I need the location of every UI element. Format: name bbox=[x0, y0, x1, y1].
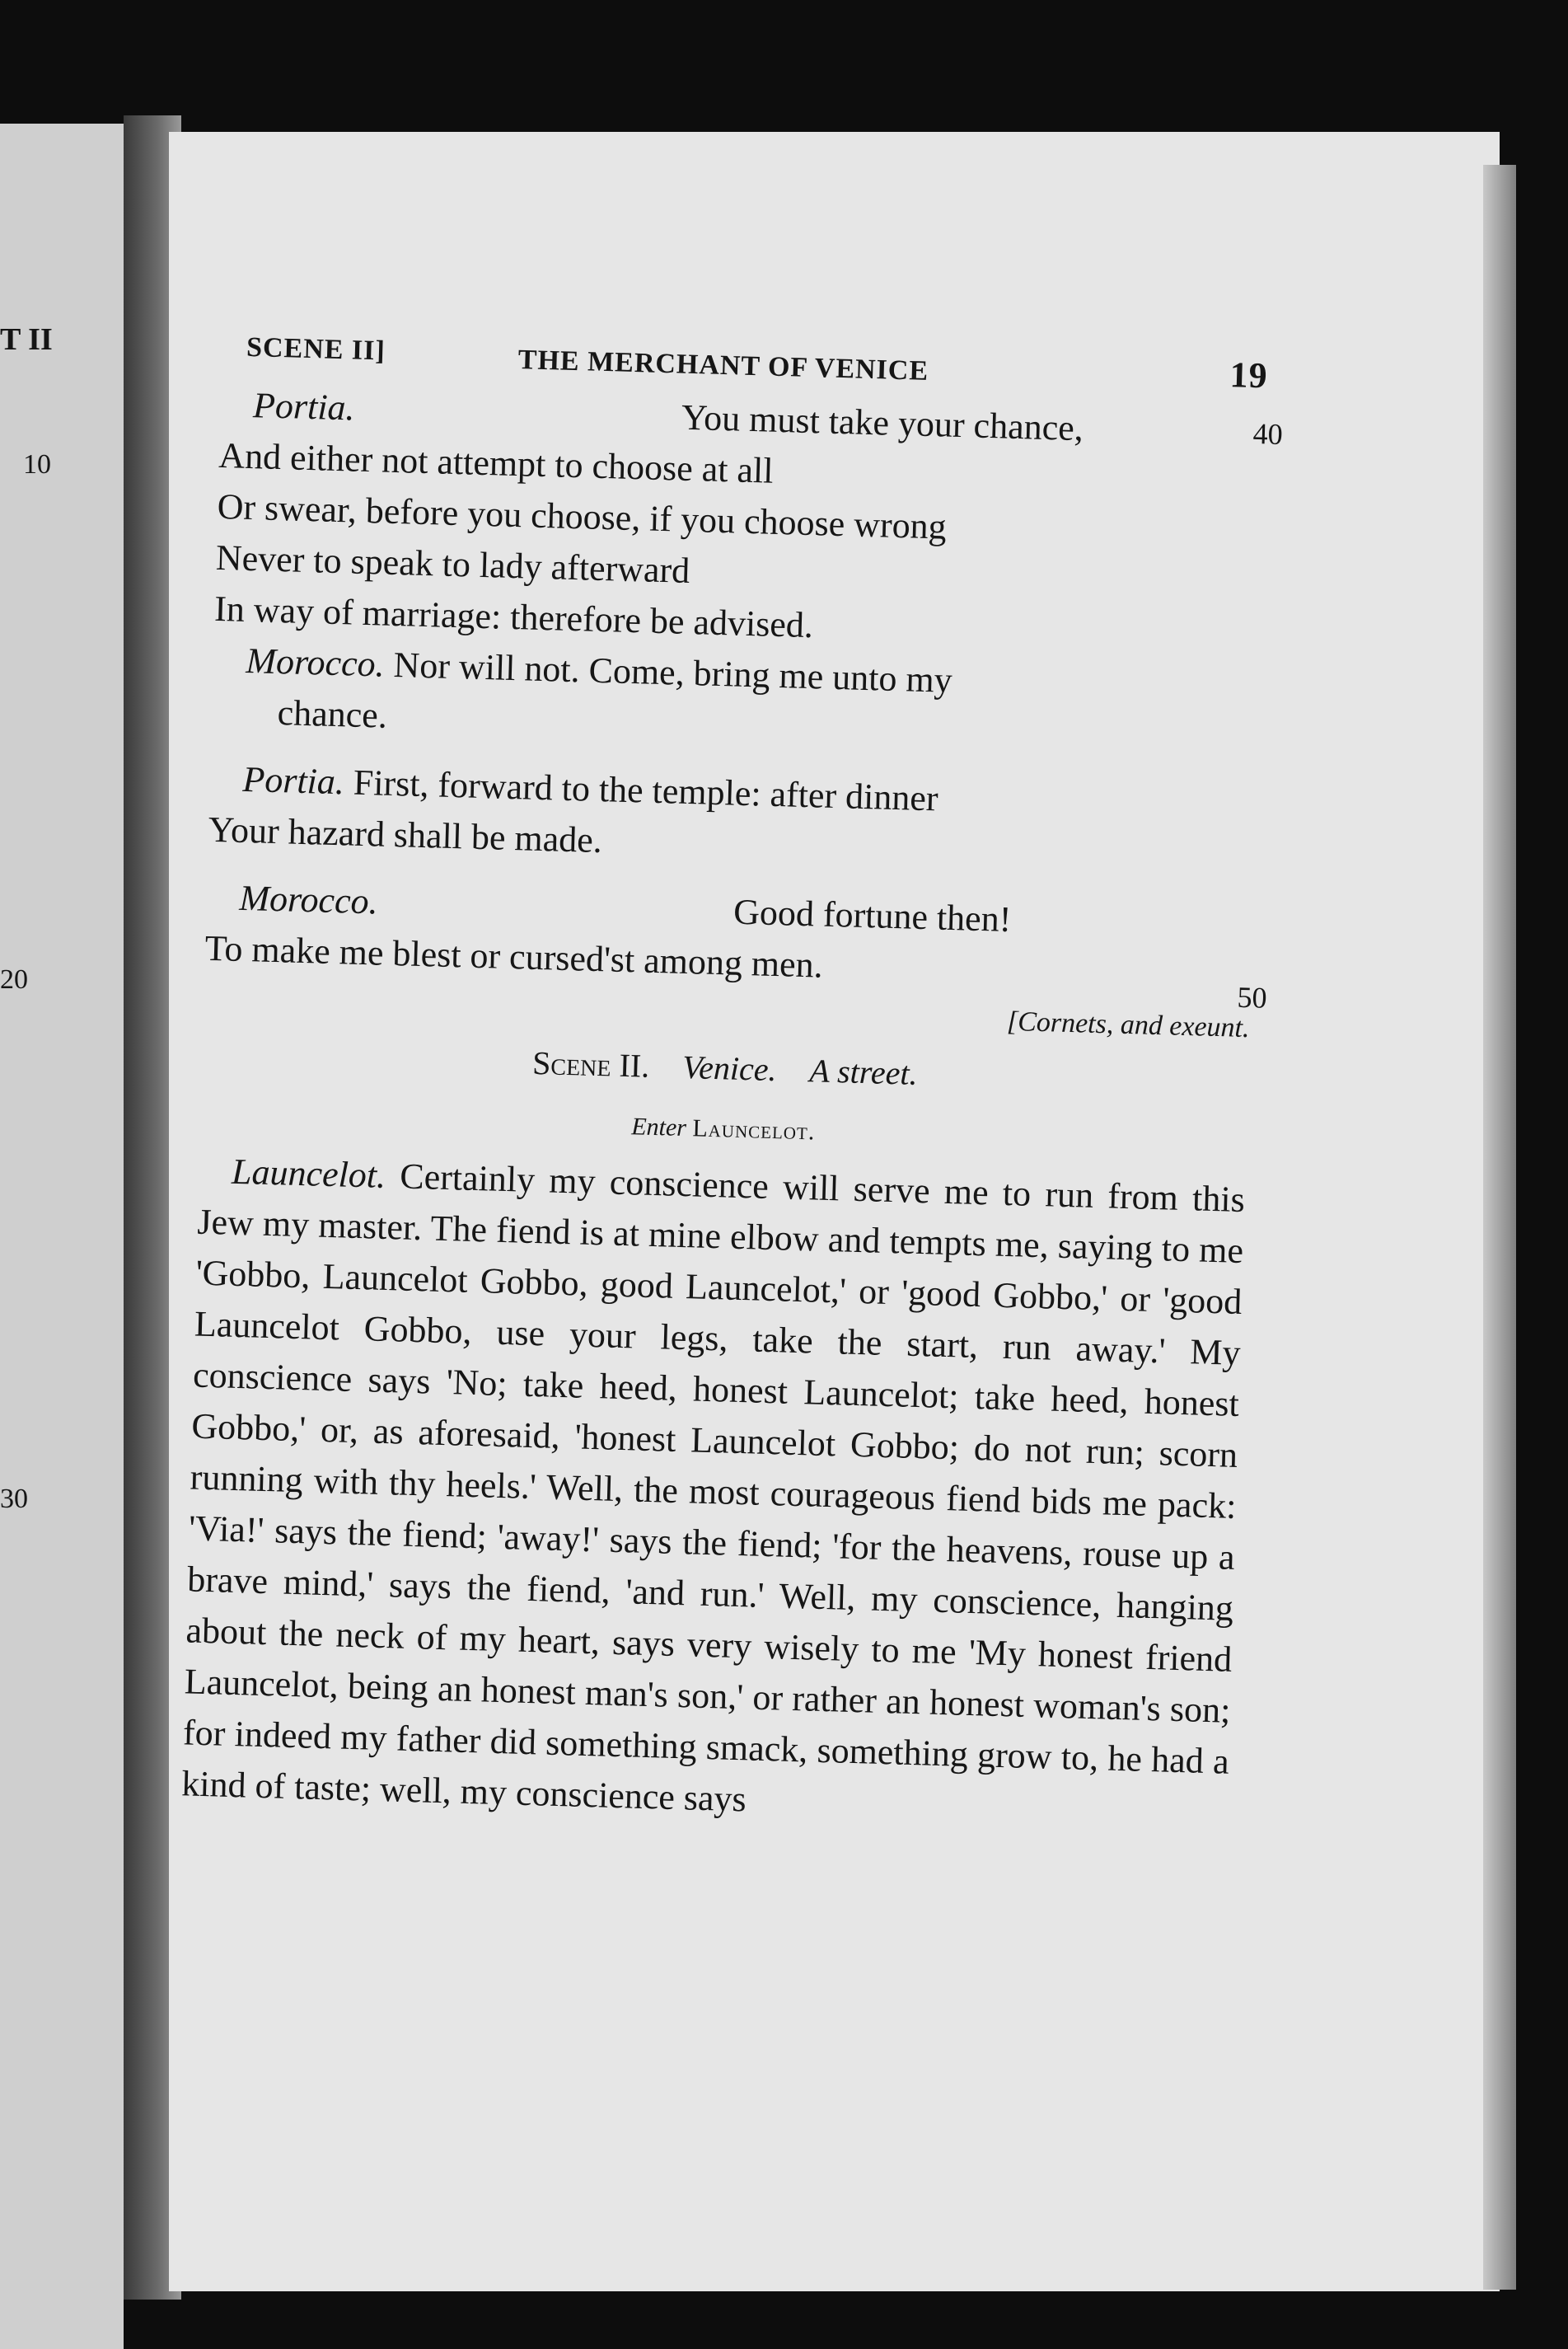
header-scene: SCENE II] bbox=[246, 331, 386, 367]
verse-text: Nor will not. Come, bring me unto my bbox=[392, 644, 953, 701]
verse-line: In way of marriage: therefore be advised. bbox=[213, 588, 814, 646]
prose-speech bbox=[181, 1146, 1246, 1839]
verse-line: chance. bbox=[277, 692, 388, 736]
entering-character: Launcelot. bbox=[692, 1114, 816, 1146]
speaker-name: Portia. bbox=[252, 385, 356, 429]
speaker-name: Morocco. bbox=[245, 640, 386, 685]
verse-text: First, forward to the temple: after dinner bbox=[353, 762, 939, 819]
facing-line-number: 10 bbox=[23, 449, 51, 480]
page-content bbox=[180, 321, 1284, 1839]
speaker-name: Launcelot. bbox=[231, 1151, 386, 1196]
speech-text: Certainly my conscience will serve me to run from this Jew my master. The fiend is at mine elbow and tempts me, saying to me 'Gobbo, Launcelot Gobbo, good Launcelot,' or 'good Gobbo,' or 'good Launcelot Gobbo, use your legs, take the start, run away.' My conscience says 'No; take heed, honest Launcelot; take heed, honest Gobbo,' or, as aforesaid, 'honest Launcelot Gobbo; do not run; scorn running with thy heels.' Well, the most courageous fiend bids me pack: 'Via!' says the fiend; 'away!' says the fiend; 'for the heavens, rouse up a brave mind,' says the fiend, 'and run.' Well, my conscience, hanging about the neck of my heart, says very wisely to me 'My honest friend Launcelot, being an honest man's son,' or rather an honest woman's son; for indeed my father did something smack, something grow to, he had a kind of taste; well, my conscience says bbox=[180, 1156, 1246, 1820]
scene-setting: A street. bbox=[808, 1052, 919, 1092]
verse-line: Or swear, before you choose, if you choose wrong bbox=[217, 485, 948, 547]
page-edge bbox=[1483, 165, 1516, 2290]
line-number: 40 bbox=[1252, 416, 1284, 451]
verse-block bbox=[204, 379, 1284, 1015]
scene-place: Venice. bbox=[681, 1048, 778, 1089]
scene-number: Scene II. bbox=[531, 1043, 650, 1085]
line-number: 50 bbox=[1237, 980, 1268, 1015]
facing-line-number: 30 bbox=[0, 1484, 28, 1514]
header-title: THE MERCHANT OF VENICE bbox=[517, 345, 929, 387]
verse-text: You must take your chance, bbox=[681, 396, 1084, 449]
verse-text: To make me blest or cursed'st among men. bbox=[204, 927, 824, 986]
speaker-name: Morocco. bbox=[238, 877, 379, 922]
facing-line-number: 20 bbox=[0, 964, 28, 995]
stage-direction: [Cornets, and exeunt. bbox=[1006, 1006, 1251, 1044]
verse-line: Your hazard shall be made. bbox=[208, 809, 603, 861]
page-number: 19 bbox=[1229, 354, 1269, 396]
facing-page-fragment bbox=[0, 124, 124, 2349]
facing-page-header: T II bbox=[0, 322, 53, 357]
speaker-name: Portia. bbox=[241, 758, 345, 803]
verse-line: Never to speak to lady afterward bbox=[215, 537, 690, 591]
verse-text: Good fortune then! bbox=[733, 891, 1013, 940]
verse-line: And either not attempt to choose at all bbox=[218, 434, 775, 491]
enter-word: Enter bbox=[630, 1113, 687, 1142]
